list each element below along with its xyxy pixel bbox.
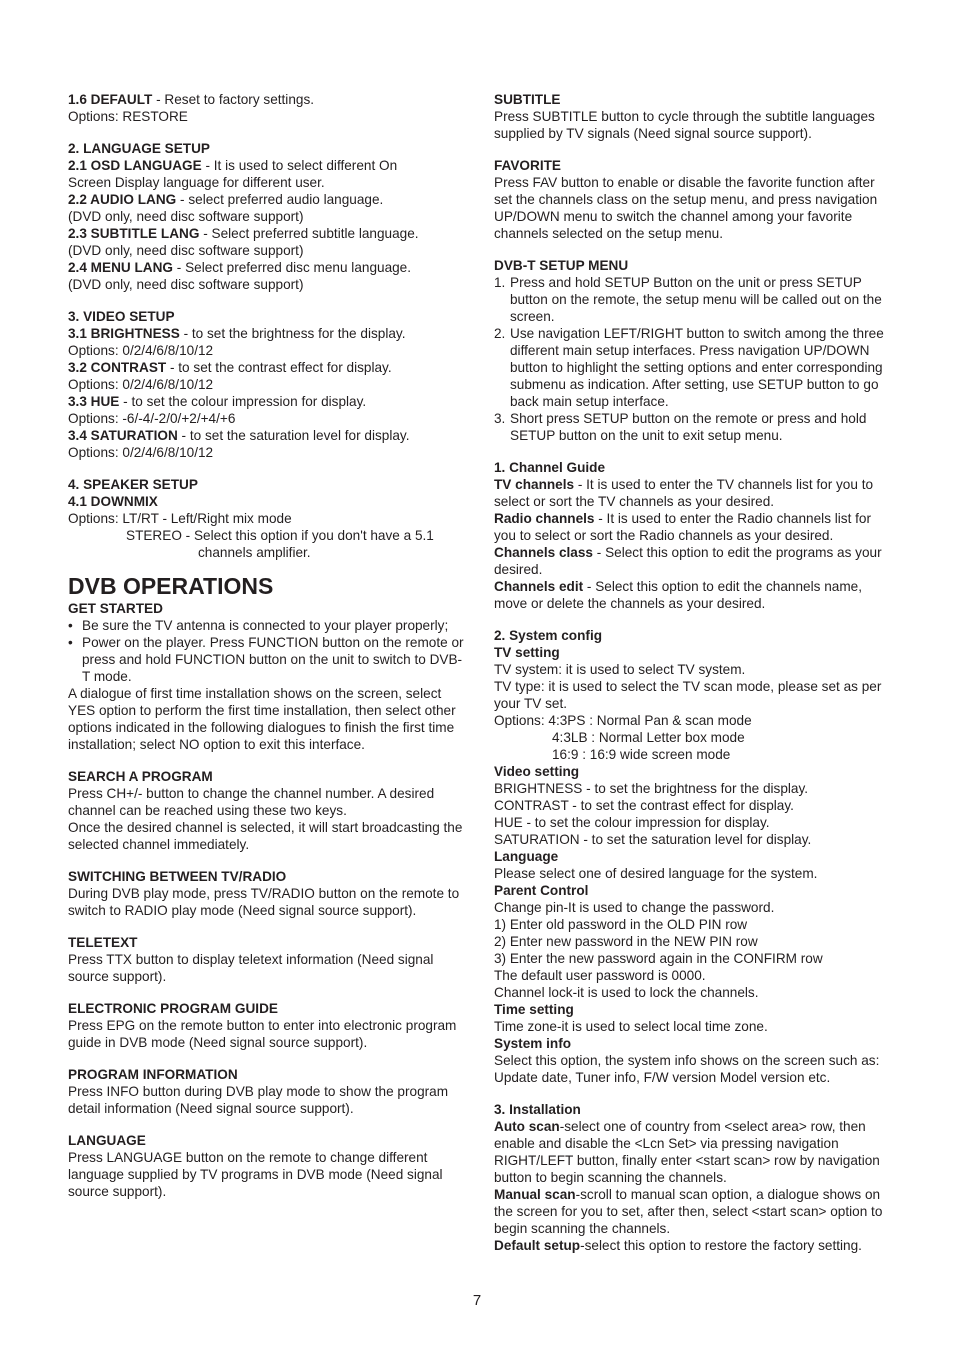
- channels-class: [494, 544, 894, 578]
- dvbt-step-2: [494, 325, 894, 410]
- osd-language-label: 2.1 OSD LANGUAGE: [68, 158, 202, 173]
- dvbt-step-3: [494, 410, 894, 444]
- subtitle-lang: [68, 225, 468, 242]
- default-text: - Reset to factory settings.: [152, 92, 315, 107]
- hue-label: 3.3 HUE: [68, 394, 120, 409]
- subtitle-lang-label: 2.3 SUBTITLE LANG: [68, 226, 200, 241]
- brightness-options: Options: 0/2/4/6/8/10/12: [68, 343, 214, 358]
- left-column: [68, 91, 468, 1200]
- hue-options: Options: -6/-4/-2/0/+2/+4/+6: [68, 411, 236, 426]
- audio-lang-label: 2.2 AUDIO LANG: [68, 192, 177, 207]
- menu-lang-label: 2.4 MENU LANG: [68, 260, 173, 275]
- channel-guide-heading: 1. Channel Guide: [494, 460, 606, 475]
- dvbt-step-1-text: Press and hold SETUP Button on the unit or press SETUP button on the remote, the setup menu will be called out on the screen.: [510, 275, 882, 324]
- video-contrast-text: CONTRAST - to set the contrast effect for display.: [494, 798, 794, 813]
- saturation-text: - to set the saturation level for display.: [177, 428, 410, 443]
- default-options: Options: RESTORE: [68, 109, 188, 124]
- dvbt-step-3-number: 3.: [494, 411, 506, 426]
- tv-channels-label: TV channels: [494, 477, 575, 492]
- hue: [68, 393, 468, 410]
- get-started-heading: GET STARTED: [68, 601, 163, 616]
- channels-edit-label: Channels edit: [494, 579, 584, 594]
- subtitle-lang-note: (DVD only, need disc software support): [68, 243, 304, 258]
- default-setup: [494, 1237, 894, 1254]
- dvbt-step-2-text: Use navigation LEFT/RIGHT button to switch among the three different main setup interfaces. Press navigation UP/DOWN button to highlight the setting options and enter corresponding submenu as indication. After setting, use SETUP button to go back main setup interface.: [510, 326, 884, 409]
- tv-type-option-43ps: Options: 4:3PS : Normal Pan & scan mode: [494, 713, 752, 728]
- program-info-text: Press INFO button during DVB play mode to show the program detail information (Need signal source support).: [68, 1084, 449, 1116]
- osd-language: [68, 157, 468, 174]
- dvbt-step-3-text: Short press SETUP button on the remote or press and hold SETUP button on the unit to exit setup menu.: [510, 411, 867, 443]
- hue-text: - to set the colour impression for display.: [119, 394, 367, 409]
- search-program-text-2: Once the desired channel is selected, it will start broadcasting the selected channel immediately.: [68, 820, 463, 852]
- installation-heading: 3. Installation: [494, 1102, 581, 1117]
- parent-control-text-6: Channel lock-it is used to lock the channels.: [494, 985, 759, 1000]
- contrast-options: Options: 0/2/4/6/8/10/12: [68, 377, 214, 392]
- downmix-option-stereo-2: channels amplifier.: [198, 545, 311, 560]
- brightness: [68, 325, 468, 342]
- radio-channels: [494, 510, 894, 544]
- brightness-text: - to set the brightness for the display.: [179, 326, 406, 341]
- parent-control-text-5: The default user password is 0000.: [494, 968, 706, 983]
- parent-control-text-1: Change pin-It is used to change the password.: [494, 900, 775, 915]
- channels-edit-text: - Select this option to edit the channels name, move or delete the channels as your desired.: [494, 579, 862, 611]
- get-started-bullet-1: • Be sure the TV antenna is connected to your player properly;: [68, 617, 468, 634]
- dvbt-setup-menu-heading: DVB-T SETUP MENU: [494, 258, 629, 273]
- manual-scan-label: Manual scan: [494, 1187, 576, 1202]
- system-info-heading: System info: [494, 1036, 572, 1051]
- parent-control-text-3: 2) Enter new password in the NEW PIN row: [494, 934, 758, 949]
- menu-lang: [68, 259, 468, 276]
- downmix-option-ltrt: Options: LT/RT - Left/Right mix mode: [68, 511, 292, 526]
- search-program-text-1: Press CH+/- button to change the channel number. A desired channel can be reached using these two keys.: [68, 786, 435, 818]
- manual-scan: [494, 1186, 894, 1237]
- tv-type-text: TV type: it is used to select the TV scan mode, please set as per your TV set.: [494, 679, 882, 711]
- dvbt-step-1: [494, 274, 894, 325]
- video-saturation-text: SATURATION - to set the saturation level for display.: [494, 832, 812, 847]
- menu-lang-note: (DVD only, need disc software support): [68, 277, 304, 292]
- saturation-options: Options: 0/2/4/6/8/10/12: [68, 445, 214, 460]
- audio-lang: [68, 191, 468, 208]
- program-info-heading: PROGRAM INFORMATION: [68, 1067, 238, 1082]
- epg-heading: ELECTRONIC PROGRAM GUIDE: [68, 1001, 278, 1016]
- default-setup-label: Default setup: [494, 1238, 581, 1253]
- tv-system-text: TV system: it is used to select TV system.: [494, 662, 746, 677]
- language-text: Press LANGUAGE button on the remote to change different language supplied by TV programs in DVB mode (Need signal source support).: [68, 1150, 443, 1199]
- dvbt-step-2-number: 2.: [494, 326, 506, 341]
- radio-channels-text: - It is used to enter the Radio channels list for you to select or sort the Radio channels as your desired.: [494, 511, 872, 543]
- switching-text: During DVB play mode, press TV/RADIO button on the remote to switch to RADIO play mode (Need signal source support).: [68, 886, 460, 918]
- channels-edit: [494, 578, 894, 612]
- auto-scan: [494, 1118, 894, 1186]
- dvbt-step-1-number: 1.: [494, 275, 506, 290]
- epg-text: Press EPG on the remote button to enter into electronic program guide in DVB mode (Need signal source support).: [68, 1018, 457, 1050]
- audio-lang-text: - select preferred audio language.: [176, 192, 384, 207]
- get-started-bullet-2: • Power on the player. Press FUNCTION button on the remote or press and hold FUNCTION button on the unit to switch to DVB-T mode.: [68, 634, 468, 685]
- saturation-label: 3.4 SATURATION: [68, 428, 178, 443]
- teletext-text: Press TTX button to display teletext information (Need signal source support).: [68, 952, 434, 984]
- downmix-option-stereo: STEREO - Select this option if you don't have a 5.1: [126, 528, 434, 543]
- system-config-heading: 2. System config: [494, 628, 603, 643]
- tv-channels-text: - It is used to enter the TV channels list for you to select or sort the TV channels as your desired.: [494, 477, 874, 509]
- time-setting-text: Time zone-it is used to select local time zone.: [494, 1019, 768, 1034]
- page-number: 7: [472, 1292, 482, 1309]
- parent-control-text-2: 1) Enter old password in the OLD PIN row: [494, 917, 748, 932]
- tv-type-option-43lb: 4:3LB : Normal Letter box mode: [552, 730, 745, 745]
- manual-scan-text: -scroll to manual scan option, a dialogue shows on the screen for you to set, after then, select <start scan> option to begin scanning the channels.: [494, 1187, 883, 1236]
- favorite-text: Press FAV button to enable or disable the favorite function after set the channels class on the setup menu, and press navigation UP/DOWN menu to switch the channel among your favorite channels selected on the setup menu.: [494, 175, 878, 241]
- language-setup-heading: 2. LANGUAGE SETUP: [68, 141, 210, 156]
- video-setting-heading: Video setting: [494, 764, 580, 779]
- video-hue-text: HUE - to set the colour impression for display.: [494, 815, 770, 830]
- subtitle-text: Press SUBTITLE button to cycle through the subtitle languages supplied by TV signals (Need signal source support).: [494, 109, 875, 141]
- get-started-text: A dialogue of first time installation shows on the screen, select YES option to perform the first time installation, then select other options indicated in the following dialogues to finish the first time installation; select NO option to exit this interface.: [68, 686, 456, 752]
- channels-class-text: - Select this option to edit the programs as your desired.: [494, 545, 882, 577]
- parent-control-heading: Parent Control: [494, 883, 589, 898]
- teletext-heading: TELETEXT: [68, 935, 138, 950]
- subtitle-lang-text: - Select preferred subtitle language.: [199, 226, 419, 241]
- tv-type-option-169: 16:9 : 16:9 wide screen mode: [552, 747, 731, 762]
- osd-language-text-2: Screen Display language for different user.: [68, 175, 325, 190]
- time-setting-heading: Time setting: [494, 1002, 574, 1017]
- system-language-heading: Language: [494, 849, 559, 864]
- search-program-heading: SEARCH A PROGRAM: [68, 769, 213, 784]
- auto-scan-label: Auto scan: [494, 1119, 560, 1134]
- downmix-heading: 4.1 DOWNMIX: [68, 494, 158, 509]
- system-info-text: Select this option, the system info shows on the screen such as: Update date, Tuner info, F/W version Model version etc.: [494, 1053, 880, 1085]
- contrast-text: - to set the contrast effect for display.: [166, 360, 392, 375]
- auto-scan-text: -select one of country from <select area> row, then enable and disable the <Lcn Set> via pressing navigation RIGHT/LEFT button, finally enter <start scan> row by navigation button to begin scanning the channels.: [494, 1119, 880, 1185]
- system-language-text: Please select one of desired language for the system.: [494, 866, 818, 881]
- contrast: [68, 359, 468, 376]
- subtitle-heading: SUBTITLE: [494, 92, 561, 107]
- audio-lang-note: (DVD only, need disc software support): [68, 209, 304, 224]
- saturation: [68, 427, 468, 444]
- dvb-operations-title: DVB OPERATIONS: [68, 573, 274, 599]
- default-setup-text: -select this option to restore the factory setting.: [580, 1238, 862, 1253]
- default-section: [68, 91, 468, 108]
- switching-heading: SWITCHING BETWEEN TV/RADIO: [68, 869, 287, 884]
- brightness-label: 3.1 BRIGHTNESS: [68, 326, 180, 341]
- tv-channels: [494, 476, 894, 510]
- radio-channels-label: Radio channels: [494, 511, 595, 526]
- video-setup-heading: 3. VIDEO SETUP: [68, 309, 175, 324]
- speaker-setup-heading: 4. SPEAKER SETUP: [68, 477, 198, 492]
- favorite-heading: FAVORITE: [494, 158, 561, 173]
- menu-lang-text: - Select preferred disc menu language.: [173, 260, 412, 275]
- default-heading: 1.6 DEFAULT: [68, 92, 153, 107]
- parent-control-text-4: 3) Enter the new password again in the CONFIRM row: [494, 951, 823, 966]
- video-brightness-text: BRIGHTNESS - to set the brightness for the display.: [494, 781, 809, 796]
- osd-language-text: - It is used to select different On: [201, 158, 398, 173]
- language-heading: LANGUAGE: [68, 1133, 146, 1148]
- tv-setting-heading: TV setting: [494, 645, 560, 660]
- right-column: [494, 91, 894, 1254]
- contrast-label: 3.2 CONTRAST: [68, 360, 167, 375]
- channels-class-label: Channels class: [494, 545, 593, 560]
